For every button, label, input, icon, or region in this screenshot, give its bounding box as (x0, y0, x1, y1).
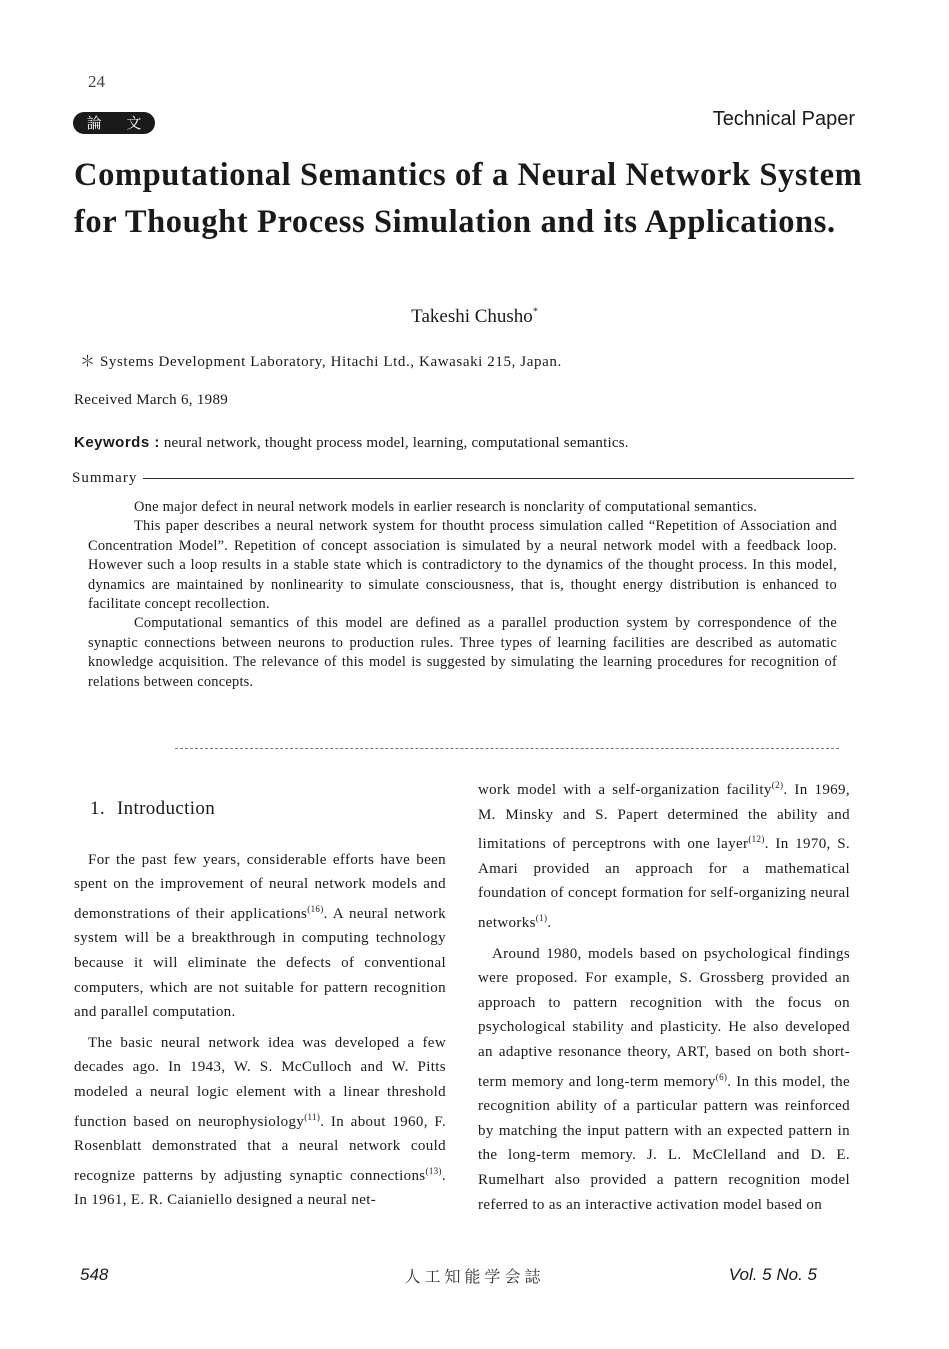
reference-mark: (12) (748, 834, 765, 845)
affiliation: ＊ Systems Development Laboratory, Hitachi Ltd., Kawasaki 215, Japan. (80, 354, 562, 370)
text-run: work model with a self-organization facility (478, 782, 772, 798)
author-line (0, 306, 949, 328)
section-number: 1. (90, 798, 105, 819)
reference-mark: (13) (425, 1165, 442, 1176)
section-title: Introduction (116, 798, 216, 819)
footer-page-number: 548 (80, 1265, 109, 1284)
summary-label: Summary (72, 470, 138, 486)
right-column (478, 773, 850, 1217)
text-run: . In 1961, E. R. Caianiello designed a neural net- (74, 1167, 446, 1209)
author-name: Takeshi Chusho (411, 306, 533, 327)
text-run: . A neural network system will be a breakthrough in computing technology because it will eliminate the defects of conventional computers, which are not suitable for pattern recognition and parallel computation. (74, 905, 447, 1021)
left-column (74, 773, 446, 1213)
text-run: Around 1980, models based on psychological findings were proposed. For example, S. Grossberg provided an approach to pattern recognition with the focus on psychological stability and plasticity. He also developed an adaptive resonance theory, ART, based on both short-term memory and long-term memory (478, 945, 850, 1090)
received-date: Received March 6, 1989 (74, 392, 229, 408)
text-run: . In 1970, S. Amari provided an approach for a mathematical foundation of concept formation for self-organizing neural networks (478, 836, 850, 931)
body-paragraph (478, 773, 850, 936)
summary-paragraph: One major defect in neural network models in earlier research is nonclarity of computational semantics. (134, 499, 758, 515)
text-run: . In this model, the recognition ability of a particular pattern was reinforced by matching the input pattern with an expected pattern in the long-term memory. J. L. McClelland and D. E. Rumelhart also provided a pattern recognition model referred to as an interactive activation model based on (478, 1073, 850, 1213)
text-run: . In about 1960, F. Rosenblatt demonstrated that a neural network could recognize patterns by adjusting synaptic connections (74, 1113, 446, 1184)
summary-body (88, 498, 837, 692)
keywords-text: neural network, thought process model, learning, computational semantics. (163, 435, 629, 451)
text-run: . (547, 914, 552, 931)
body-paragraph (74, 848, 446, 1025)
paper-title: Computational Semantics of a Neural Network System for Thought Process Simulation and its Applications. (74, 157, 863, 240)
reference-mark: (2) (771, 780, 784, 790)
summary-rule (143, 478, 854, 479)
reference-mark: (16) (307, 903, 324, 914)
author-mark: * (532, 306, 538, 318)
keywords-label: Keywords : (74, 434, 160, 451)
paper-type-label: Technical Paper (712, 108, 855, 130)
summary-paragraph: Computational semantics of this model are defined as a parallel production system by correspondence of the synaptic connections between neurons to production rules. Three types of learning facilities are described as automatic knowledge acquisition. The relevance of this model is suggested by simulating the learning procedures for recognition of relations between concepts. (88, 615, 837, 690)
text-run: The basic neural network idea was developed a few decades ago. In 1943, W. S. McCulloch and W. Pitts modeled a neural logic element with a linear threshold function based on neurophysiology (74, 1034, 446, 1130)
summary-end-rule (175, 748, 839, 749)
footer-journal-name: 人工知能学会誌 (404, 1269, 545, 1286)
keywords (74, 434, 629, 452)
reference-mark: (11) (304, 1111, 321, 1122)
reference-mark: (6) (715, 1071, 728, 1082)
body-paragraph (74, 1031, 446, 1213)
body-paragraph (478, 942, 850, 1218)
section-heading (90, 797, 446, 822)
page-number: 24 (88, 72, 105, 91)
reference-mark: (1) (535, 912, 548, 923)
summary-paragraph: This paper describes a neural network system for thoutht process simulation called “Repetition of Association and Concentration Model”. Repetition of concept association is simulated by a neural network model with a feedback loop. However such a loop results in a stable state which is contradictory to the dynamics of the thought process. In this model, dynamics are maintained by nonlinearity to simulate consciousness, that is, thought energy distribution is enhanced to facilitate concept recollection. (88, 518, 837, 613)
paper-category-badge: 論 文 (73, 112, 155, 134)
text-run: For the past few years, considerable efforts have been spent on the improvement of neural network models and demonstrations of their applications (74, 851, 446, 922)
text-run: . In 1969, M. Minsky and S. Papert determined the ability and limitations of perceptrons with one layer (478, 782, 850, 853)
summary-header (72, 470, 854, 487)
footer-volume: Vol. 5 No. 5 (728, 1265, 817, 1284)
